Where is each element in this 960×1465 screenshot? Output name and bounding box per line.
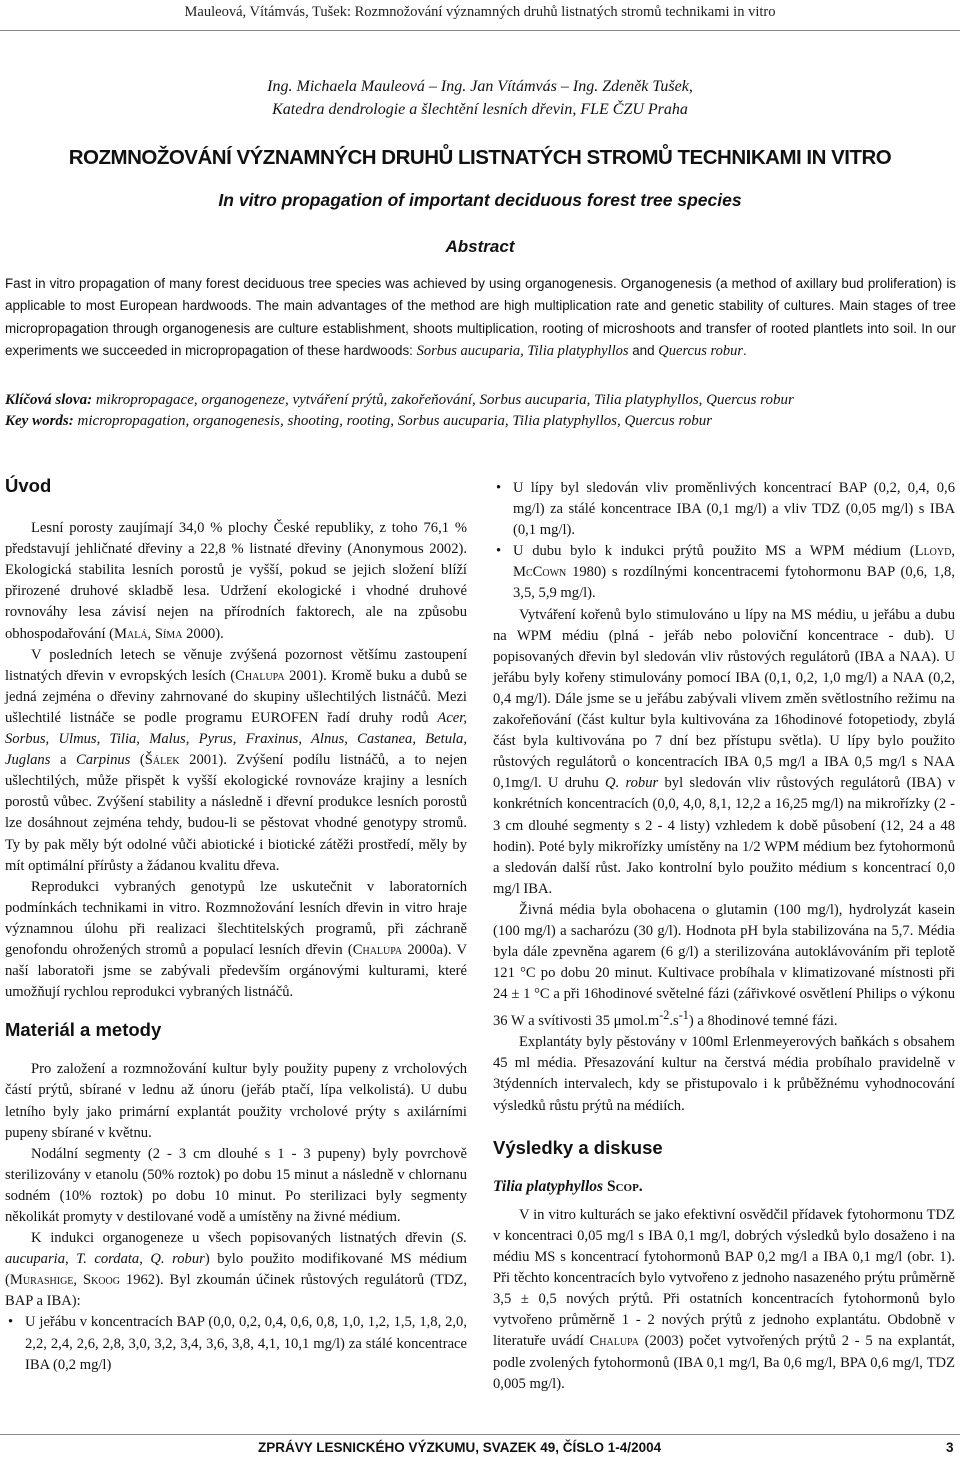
text: Vytváření kořenů bylo stimulováno u lípy na MS médiu, u jeřábu a dubu na WPM médiu (plná - jeřáb nebo poloviční koncentrace - dub). U popisovaných dřevin byl sledován vliv růstových regulátorů (IBA a NAA). U jeřábu byly kořeny stimulovány pomocí IBA (0,1, 0,2, 1,0 mg/l) a NAA (0,2, 0,4 mg/l). Dále jsme se u jeřábu zabývali vlivem změn světlostního režimu na zakořeňování (část kultur byla kultivována za 16hodinové fotopetiody, zbylá část byla kultivována po 7 dní bez přístupu světla). U lípy bylo použito růstových regulátorů o koncentracích IBA 0,5 mg/l a IBA 0,5 mg/l s NAA 0,1mg/l. U druhu	[493, 606, 955, 792]
text: K indukci organogeneze u všech popisovaných listnatých dřevin (	[31, 1230, 457, 1247]
paragraph	[493, 1205, 955, 1395]
footer-rule	[0, 1434, 960, 1435]
text: 2001). Zvýšení podílu listnáčů, a to nejen ušlechtilých, může přispět k vyšší ekologické rovnováze krajiny a lesních porostů vůbec. Zvýšení stability a následně i dřevní produkce lesních porostů lze dosáhnout zejména tehdy, budou-li se pěstovat vhodné genotypy stromů. Ty by pak měly být odolné vůči abiotické i biotické zátěži prostředí, měly by mít optimální přírůsty a žádanou kvalitu dřeva.	[5, 752, 467, 874]
journal-footer: ZPRÁVY LESNICKÉHO VÝZKUMU, SVAZEK 49, ČÍSLO 1-4/2004	[258, 1440, 662, 1455]
text: .s	[669, 1013, 679, 1030]
citation: Malá, Síma	[114, 625, 183, 642]
abstract-text	[5, 273, 956, 362]
paragraph	[493, 900, 955, 1032]
superscript: -2	[659, 1008, 670, 1023]
paragraph	[5, 518, 467, 645]
bullet-item: • U jeřábu v koncentracích BAP (0,0, 0,2, 0,4, 0,6, 0,8, 1,0, 1,2, 1,5, 1,8, 2,0, 2,2, 2,4, 2,6, 2,8, 3,0, 3,2, 3,4, 3,6, 3,8, 4,1, 10,1 mg/l) za stálé koncentrace IBA (0,2 mg/l)	[5, 1312, 467, 1375]
keywords-english-label: Key words:	[5, 413, 74, 429]
abstract-species-2: Quercus robur	[658, 342, 744, 359]
running-head: Mauleová, Vítámvás, Tušek: Rozmnožování významných druhů listnatých stromů technikami in vitro	[184, 4, 776, 20]
paragraph	[5, 1228, 467, 1312]
text: ) bylo použito modifikované MS médium (	[5, 1251, 467, 1289]
citation: Chalupa	[235, 667, 285, 684]
author: Scop.	[606, 1177, 643, 1195]
heading-vysledky: Výsledky a diskuse	[493, 1136, 663, 1158]
bullet-list	[5, 1312, 467, 1375]
heading-material: Materiál a metody	[5, 1019, 162, 1041]
heading-uvod: Úvod	[5, 475, 52, 496]
text: U dubu bylo k indukci prýtů použito MS a WPM médium (	[513, 543, 915, 560]
genus: Carpinus	[76, 752, 131, 769]
text: byl sledován vliv růstových regulátorů (IBA) v konkrétních koncentracích (0,0, 4,0, 8,1, 12,2 a 16,25 mg/l) na mikrořízky (2 - 3 cm dlouhé segmenty s 2 - 4 listy) vzhledem k době působení (12, 24 a 48 hodin). Poté byly mikrořízky umístěny na 1/2 WPM médium bez fytohormonů a sledován další růst. Jako kontrolní bylo použito médium s koncentrací 0,0 mg/l IBA.	[493, 775, 955, 897]
title-english: In vitro propagation of important deciduous forest tree species	[218, 190, 742, 210]
paragraph: Nodální segmenty (2 - 3 cm dlouhé s 1 - 3 pupeny) byly povrchově sterilizovány v etanolu (50% roztok) po dobu 15 minut a následně v chlornanu sodném (10% roztok) po dobu 10 minut. Po sterilizaci byly segmenty několikát promyty v destilované vodě a umístěny na živné médium.	[5, 1145, 467, 1225]
paragraph	[493, 605, 955, 900]
citation: Šálek	[144, 752, 180, 769]
citation: Murashige, Skoog	[9, 1272, 120, 1289]
paragraph	[5, 877, 467, 1004]
text: Lesní porosty zaujímají 34,0 % plochy České republiky, z toho 76,1 % představují jehličnaté dřeviny a 22,8 % listnaté dřeviny (Anonymous 2002). Ekologická stabilita lesních porostů je vyšší, pokud se jejich složení blíží přirozené druhové skladbě lesa. Udržení ekologické i vhodné druhové rovnováhy lesa závisí nejen na přírodních faktorech, ale na způsobu obhospodařování (	[5, 520, 467, 642]
authors-block	[0, 75, 960, 121]
paragraph: Explantáty byly pěstovány v 100ml Erlenmeyerových baňkách s obsahem 45 ml média. Přesazování kultur na čerstvá média probíhalo pravidelně v 3týdenních intervalech, kdy se přistupovalo i k průběžnému vyhodnocování výsledků růstu prýtů na médiích.	[493, 1034, 955, 1114]
superscript: -1	[678, 1008, 689, 1023]
keywords-english	[5, 413, 956, 430]
abstract-species: Sorbus aucuparia, Tilia platyphyllos	[416, 342, 629, 359]
text: 2000).	[182, 625, 224, 642]
abstract-and: and	[628, 342, 659, 358]
bullet-list	[493, 478, 955, 605]
text: 1962). Byl zkoumán účinek růstových regulátorů (TDZ, BAP a IBA):	[5, 1272, 467, 1310]
text: Živná média byla obohacena o glutamin (100 mg/l), hydrolyzát kasein (100 mg/l) a sacharózu (30 g/l). Hodnota pH byla stabilizována na 5,7. Média byla dále zpevněna agarem (6 g/l) a sterilizována autoklávováním při teplotě 121 °C po dobu 20 minut. Kultivace probíhala v klimatizované místnosti při 24 ± 1 °C a při 16hodinové světelné fázi (zářivkové osvětlení Philips o výkonu 36 W a svítivosti 35 μmol.m	[493, 901, 955, 1030]
abstract-end: .	[743, 342, 747, 358]
paragraph: Pro založení a rozmnožování kultur byly použity pupeny z vrcholových částí prýtů, sbírané v lednu až únoru (jeřáb ptačí, lípa velkolistá). U dubu letního byly jako primární explantát použity vrcholové prýty s axilárními pupeny sbírané v květnu.	[5, 1061, 467, 1141]
paragraph	[5, 645, 467, 877]
text: (2003) počet vytvořených prýtů 2 - 5 na explantát, podle zvolených fytohormonů (IBA 0,1 mg/l, Ba 0,6 mg/l, BPA 0,6 mg/l, TDZ 0,005 mg/l).	[493, 1333, 955, 1392]
text: ) a 8hodinové temné fázi.	[688, 1013, 838, 1030]
keywords-czech	[5, 392, 956, 409]
keywords-czech-text: mikropropagace, organogeneze, vytváření prýtů, zakořeňování, Sorbus aucuparia, Tilia platyphyllos, Quercus robur	[92, 392, 794, 408]
citation: Chalupa	[352, 941, 403, 958]
header-rule	[0, 30, 960, 31]
species: S. aucuparia, T. cordata, Q. robur	[5, 1230, 467, 1268]
keywords-english-text: micropropagation, organogenesis, shooting, rooting, Sorbus aucuparia, Tilia platyphyllos, Quercus robur	[73, 413, 713, 429]
species: Q. robur	[605, 775, 659, 792]
text: V posledních letech se věnuje zvýšená pozornost většímu zastoupení listnatých dřevin v evropských lesích (	[5, 646, 467, 684]
text: (	[130, 752, 145, 769]
right-column	[493, 478, 955, 1395]
text: Reprodukci vybraných genotypů lze uskutečnit v laboratorních podmínkách technikami in vitro. Rozmnožování lesních dřevin in vitro hraje významnou úlohu při realizaci šlechtitelských programů, při záchraně genofondu ohrožených stromů a populací lesních dřevin (	[5, 878, 467, 958]
page-number: 3	[946, 1440, 954, 1455]
citation: Lloyd, McCown	[513, 543, 955, 581]
text: 2000a). V naší laboratoři jsme se zabývali především orgánovými kulturami, které umožňují rychlou reprodukci vybraných listnáčů.	[5, 941, 468, 1001]
authors-line: Ing. Michaela Mauleová – Ing. Jan Vítámvás – Ing. Zdeněk Tušek,	[267, 78, 693, 95]
text: a	[50, 752, 77, 769]
subheading-tilia	[493, 1176, 955, 1197]
text: 2001). Kromě buku a dubů se jedná zejména o dřeviny zahrnované do skupiny ušlechtilých listnáčů. Mezi ušlechtilé listnáče se podle programu EUROFEN řadí druhy rodů	[5, 667, 467, 726]
abstract-heading: Abstract	[445, 237, 515, 256]
abstract-body: Fast in vitro propagation of many forest deciduous tree species was achieved by using organogenesis. Organogenesis (a method of axillary bud proliferation) is applicable to most European hardwoods. The main advantages of the method are high multiplication rate and genetic stability of cultures. Main stages of tree micropropagation through organogenesis are culture establishment, shoots multiplication, rooting of microshoots and transfer of rooted plantlets into soil. In our experiments we succeeded in micropropagation of these hardwoods:	[5, 276, 956, 358]
bullet-item: • U lípy byl sledován vliv proměnlivých koncentrací BAP (0,2, 0,4, 0,6 mg/l) za stálé koncentrace IBA (0,1 mg/l) a vliv TDZ (0,05 mg/l) s IBA (0,1 mg/l).	[493, 478, 955, 541]
text: V in vitro kulturách se jako efektivní osvědčil přídavek fytohormonu TDZ v koncentraci 0,05 mg/l s IBA 0,1 mg/l, dobrých výsledků bylo dosaženo i na médiu MS s koncentrací fytohormonů BAP 0,2 mg/l a IBA 0,1 mg/l (obr. 1). Při těchto koncentracích bylo vytvořeno z jednoho nasazeného prýtu průměrně 3,5 ± 0,5 nových prýtů. Při ostatních koncentracích fytohormonů bylo vytvořeno průměrně 1 - 2 nových prýtů z jednoho explantátu. Obdobně v literatuře uvádí	[493, 1206, 955, 1350]
left-column	[5, 475, 467, 1376]
species: Tilia platyphyllos	[493, 1177, 604, 1195]
affiliation: Katedra dendrologie a šlechtění lesních dřevin, FLE ČZU Praha	[272, 101, 688, 118]
genera: Acer, Sorbus, Ulmus, Tilia, Malus, Pyrus, Fraxinus, Alnus, Castanea, Betula, Juglans	[5, 709, 467, 769]
bullet-item	[493, 541, 955, 604]
citation: Chalupa	[589, 1333, 639, 1350]
text: 1980) s rozdílnými koncentracemi fytohormonu BAP (0,6, 1,8, 3,5, 5,9 mg/l).	[513, 564, 955, 602]
title-czech: ROZMNOŽOVÁNÍ VÝZNAMNÝCH DRUHŮ LISTNATÝCH STROMŮ TECHNIKAMI IN VITRO	[68, 146, 892, 169]
keywords-czech-label: Klíčová slova:	[5, 392, 93, 408]
